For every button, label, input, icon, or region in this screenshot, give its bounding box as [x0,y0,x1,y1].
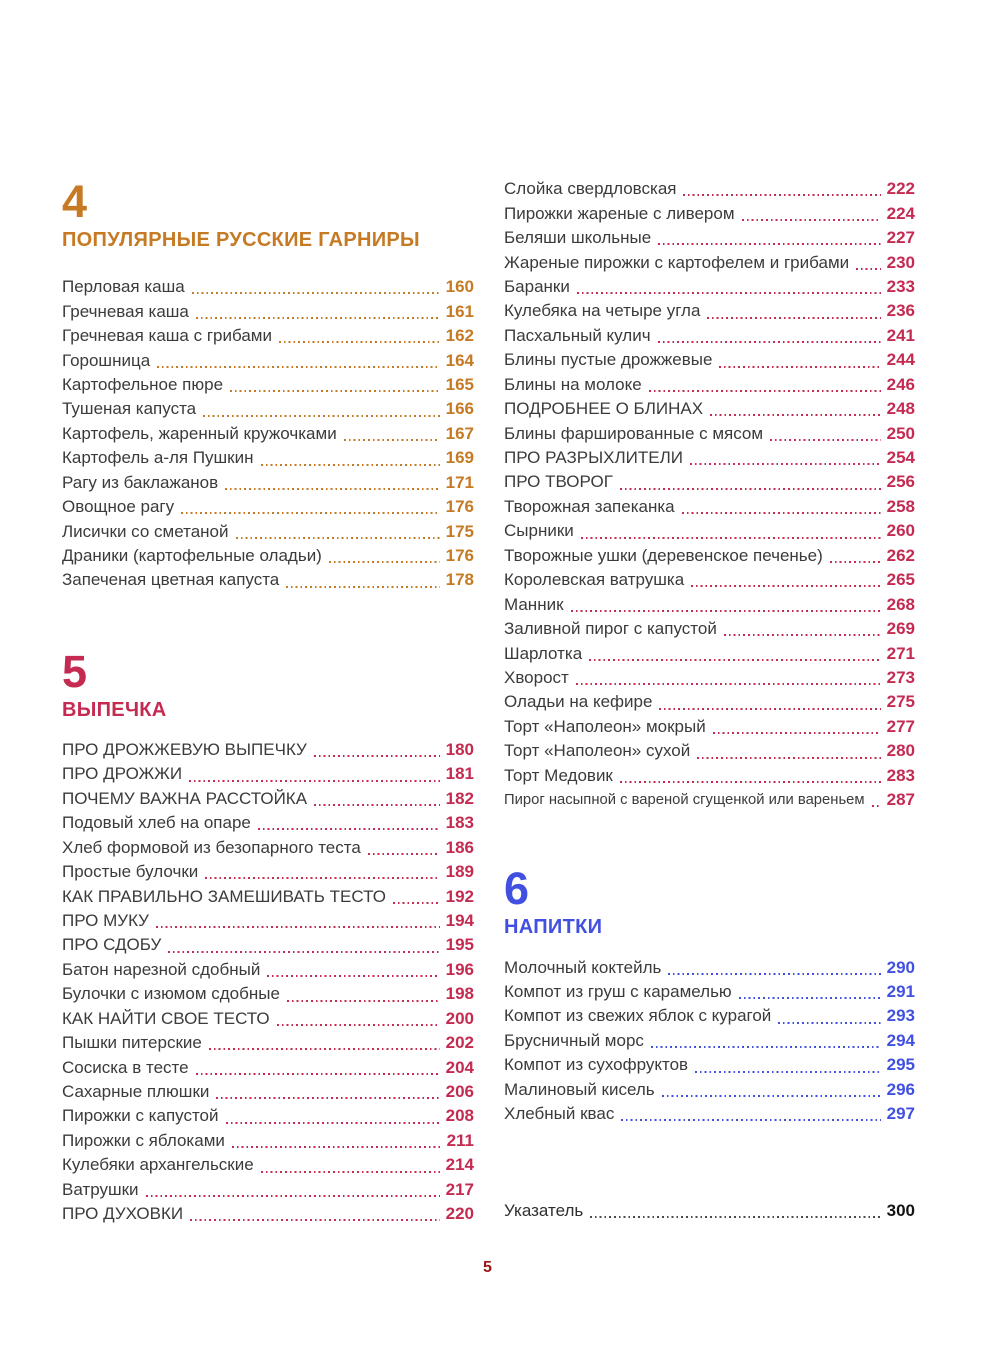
toc-item [504,568,915,592]
toc-item-label: Оладьи на кефире [504,692,653,712]
dot-leader [576,683,881,685]
toc-item-page: 283 [886,765,915,785]
toc-item-page: 202 [445,1033,474,1053]
toc-item [504,690,915,714]
toc-item-label: Заливной пирог с капустой [504,619,717,639]
section-drinks-list [504,955,915,1126]
toc-item [62,787,474,811]
toc-item [62,738,474,762]
dot-leader [267,975,439,977]
toc-item-label: Кулебяка на четыре угла [504,301,701,321]
toc-item [62,446,474,470]
toc-item-label: Пирожки с яблоками [62,1130,225,1150]
toc-item-label: Торт «Наполеон» сухой [504,741,691,761]
toc-item [504,715,915,739]
dot-leader [695,1071,881,1073]
toc-item-label: Блины пустые дрожжевые [504,350,713,370]
toc-item-label: Картофельное пюре [62,374,224,394]
toc-item-label: Сахарные плюшки [62,1082,210,1102]
section-baking-number: 5 [62,645,88,697]
dot-leader [209,1048,440,1050]
dot-leader [856,268,881,270]
dot-leader [682,512,881,514]
toc-item-page: 294 [886,1030,915,1050]
toc-item-label: Пасхальный кулич [504,325,651,345]
toc-item-label: Брусничный морс [504,1030,644,1050]
toc-item [504,177,915,201]
toc-item-label: ПОДРОБНЕЕ О БЛИНАХ [504,399,704,419]
toc-item-label: Пирог насыпной с вареной сгущенкой или вареньем [504,792,865,809]
toc-item-label: Гречневая каша [62,301,189,321]
toc-item [62,1153,474,1177]
dot-leader [778,1022,880,1024]
toc-item-label: Пирожки жареные с ливером [504,203,735,223]
dot-leader [314,804,440,806]
toc-item [504,980,915,1004]
toc-item [62,1055,474,1079]
toc-item-page: 287 [886,790,915,810]
dot-leader [329,561,440,563]
toc-item [62,909,474,933]
dot-leader [287,1000,440,1002]
toc-item-label: ПРО ДРОЖЖЕВУЮ ВЫПЕЧКУ [62,739,307,759]
toc-item-page: 195 [445,935,474,955]
toc-item [62,982,474,1006]
dot-leader [571,610,881,612]
toc-item [62,884,474,908]
dot-leader [258,828,440,830]
dot-leader [719,366,880,368]
toc-item-label: ПРО ТВОРОГ [504,472,613,492]
toc-item-page: 295 [886,1055,915,1075]
toc-item [62,1178,474,1202]
dot-leader [697,757,880,759]
toc-item [62,1007,474,1031]
dot-leader [770,439,881,441]
toc-item-page: 183 [445,813,474,833]
toc-item [504,739,915,763]
dot-leader [872,805,881,807]
section-garnish-list [62,275,474,593]
toc-item [62,1129,474,1153]
toc-item [62,495,474,519]
toc-item [504,275,915,299]
toc-item [62,811,474,835]
dot-leader [216,1097,439,1099]
dot-leader [344,439,440,441]
toc-item-page: 290 [886,957,915,977]
toc-item-label: Булочки с изюмом сдобные [62,984,280,1004]
dot-leader [659,708,880,710]
toc-item-label: Рагу из баклажанов [62,472,219,492]
toc-item [504,641,915,665]
toc-item [62,324,474,348]
dot-leader [620,781,881,783]
toc-item-page: 165 [445,374,474,394]
toc-item-page: 164 [445,350,474,370]
dot-leader [668,973,880,975]
toc-item [62,933,474,957]
toc-item [62,348,474,372]
toc-item-page: 161 [445,301,474,321]
toc-item-page: 192 [445,886,474,906]
toc-item-page: 171 [445,472,474,492]
toc-item-label: Тушеная капуста [62,399,197,419]
toc-item-page: 233 [886,276,915,296]
toc-item [62,568,474,592]
toc-item [504,764,915,788]
toc-item-page: 206 [445,1082,474,1102]
toc-item [504,446,915,470]
toc-item-page: 296 [886,1079,915,1099]
toc-item [62,1104,474,1128]
dot-leader [205,877,439,879]
toc-item-page: 169 [445,448,474,468]
toc-item-label: Драники (картофельные оладьи) [62,546,322,566]
toc-item [504,470,915,494]
toc-item-label: Лисички со сметаной [62,521,229,541]
dot-leader [279,341,440,343]
dot-leader [577,292,881,294]
toc-item-label: Жареные пирожки с картофелем и грибами [504,252,850,272]
toc-item [62,471,474,495]
dot-leader [393,902,440,904]
toc-item-label: Королевская ватрушка [504,570,685,590]
dot-leader [146,1195,440,1197]
toc-item-page: 248 [886,399,915,419]
toc-item [62,1202,474,1226]
dot-leader [710,414,881,416]
section-drinks [504,863,915,1126]
toc-item-label: Компот из свежих яблок с курагой [504,1006,772,1026]
toc-item-page: 254 [886,448,915,468]
toc-item-label: Блины на молоке [504,374,642,394]
toc-item [504,397,915,421]
toc-item-page: 186 [445,837,474,857]
toc-item-label: Пирожки с капустой [62,1106,219,1126]
dot-leader [261,464,440,466]
toc-item-label: Запеченая цветная капуста [62,570,280,590]
dot-leader [724,634,881,636]
dot-leader [226,1122,440,1124]
toc-item [504,666,915,690]
toc-item-page: 194 [445,910,474,930]
toc-item [62,397,474,421]
toc-item-page: 227 [886,228,915,248]
toc-item-page: 167 [445,423,474,443]
dot-leader [190,1219,440,1221]
dot-leader [277,1024,440,1026]
toc-item-page: 256 [886,472,915,492]
dot-leader [203,415,440,417]
dot-leader [196,317,440,319]
toc-item-label: Малиновый кисель [504,1079,655,1099]
section-baking-continued [504,177,915,812]
section-baking-list-right [504,177,915,812]
dot-leader [589,659,880,661]
index-entry-label: Указатель [504,1200,584,1220]
toc-item-label: Сосиска в тесте [62,1057,189,1077]
dot-leader [189,780,440,782]
dot-leader [620,488,881,490]
toc-item-page: 260 [886,521,915,541]
toc-item-page: 189 [445,862,474,882]
dot-leader [230,390,440,392]
toc-item-label: Подовый хлеб на опаре [62,813,251,833]
toc-item-page: 250 [886,423,915,443]
toc-item [504,421,915,445]
toc-item-page: 176 [445,546,474,566]
toc-item-page: 230 [886,252,915,272]
section-drinks-number: 6 [504,863,530,915]
dot-leader [590,1216,880,1218]
dot-leader [651,1046,881,1048]
toc-item [504,201,915,225]
toc-item-page: 196 [445,959,474,979]
toc-item-label: Торт «Наполеон» мокрый [504,716,706,736]
toc-item-label: КАК НАЙТИ СВОЕ ТЕСТО [62,1008,270,1028]
toc-item [62,835,474,859]
toc-item [62,762,474,786]
index-entry [504,1198,915,1222]
toc-item-page: 181 [445,764,474,784]
index-entry-page: 300 [886,1200,915,1220]
toc-item-page: 262 [886,545,915,565]
toc-item [504,1078,915,1102]
toc-item-page: 291 [886,982,915,1002]
toc-item [62,422,474,446]
dot-leader [314,755,440,757]
toc-item-page: 198 [445,984,474,1004]
toc-item-page: 162 [445,326,474,346]
toc-item-page: 175 [445,521,474,541]
toc-item-label: Батон нарезной сдобный [62,959,261,979]
toc-item [504,1004,915,1028]
toc-item-page: 273 [886,667,915,687]
dot-leader [649,390,881,392]
toc-item [62,544,474,568]
toc-item [504,955,915,979]
toc-item-page: 208 [445,1106,474,1126]
dot-leader [232,1146,441,1148]
dot-leader [658,341,881,343]
toc-item-label: ПРО СДОБУ [62,935,162,955]
toc-item-label: Горошница [62,350,151,370]
toc-item-label: Творожная запеканка [504,496,675,516]
dot-leader [168,951,439,953]
toc-item-label: Кулебяки архангельские [62,1155,254,1175]
toc-item-page: 166 [445,399,474,419]
toc-item-label: Овощное рагу [62,497,175,517]
dot-leader [739,997,881,999]
right-column [504,177,915,1223]
toc-item-page: 271 [886,643,915,663]
toc-item-label: Молочный коктейль [504,957,662,977]
toc-item [504,592,915,616]
dot-leader [690,463,881,465]
dot-leader [830,561,881,563]
section-baking-list-left [62,738,474,1227]
toc-item [504,519,915,543]
toc-item-label: Торт Медовик [504,765,613,785]
dot-leader [662,1095,881,1097]
toc-item-page: 182 [445,788,474,808]
dot-leader [368,853,440,855]
toc-item-page: 277 [886,716,915,736]
toc-item [504,544,915,568]
dot-leader [713,732,881,734]
dot-leader [181,512,439,514]
dot-leader [683,194,880,196]
toc-item [62,860,474,884]
toc-item [62,1080,474,1104]
toc-item-label: КАК ПРАВИЛЬНО ЗАМЕШИВАТЬ ТЕСТО [62,886,386,906]
toc-item-label: Манник [504,594,564,614]
toc-item-label: Блины фаршированные с мясом [504,423,764,443]
toc-item-page: 265 [886,570,915,590]
toc-item [504,1102,915,1126]
section-garnish [62,176,474,593]
toc-item-label: Картофель, жаренный кружочками [62,423,337,443]
toc-item-page: 176 [445,497,474,517]
toc-item [62,299,474,323]
toc-item [62,275,474,299]
section-baking [62,645,474,1227]
toc-item-page: 204 [445,1057,474,1077]
toc-item-label: ПРО ДУХОВКИ [62,1204,184,1224]
toc-item-label: Компот из сухофруктов [504,1055,689,1075]
toc-item-label: ПРО МУКУ [62,910,149,930]
toc-item-page: 258 [886,496,915,516]
toc-item-page: 224 [886,203,915,223]
dot-leader [707,317,880,319]
toc-item-label: Хлебный квас [504,1104,615,1124]
toc-item-label: ПОЧЕМУ ВАЖНА РАССТОЙКА [62,788,308,808]
section-garnish-title: ПОПУЛЯРНЫЕ РУССКИЕ ГАРНИРЫ [62,229,420,251]
left-column [62,176,474,1226]
dot-leader [621,1119,880,1121]
toc-item-page: 222 [886,179,915,199]
toc-item [62,958,474,982]
toc-item-page: 160 [445,277,474,297]
toc-item [504,299,915,323]
toc-item [504,324,915,348]
toc-item-label: Ватрушки [62,1179,139,1199]
dot-leader [236,537,440,539]
page-number: 5 [483,1259,492,1276]
dot-leader [192,292,440,294]
dot-leader [691,585,880,587]
toc-item-page: 211 [446,1130,474,1150]
toc-item-page: 275 [886,692,915,712]
toc-item-page: 180 [445,739,474,759]
toc-item-label: Гречневая каша с грибами [62,326,272,346]
section-baking-title: ВЫПЕЧКА [62,698,167,721]
toc-item [504,226,915,250]
toc-item-page: 214 [445,1155,474,1175]
toc-item-label: Беляши школьные [504,228,652,248]
toc-item [504,348,915,372]
toc-item-label: Хворост [504,667,569,687]
toc-item [62,519,474,543]
dot-leader [157,366,439,368]
toc-item-page: 268 [886,594,915,614]
toc-item-label: Шарлотка [504,643,583,663]
dot-leader [286,586,439,588]
toc-item-label: Картофель а-ля Пушкин [62,448,254,468]
section-drinks-title: НАПИТКИ [504,916,603,939]
dot-leader [225,488,439,490]
toc-item-page: 220 [445,1204,474,1224]
toc-item [504,495,915,519]
section-garnish-number: 4 [62,176,88,227]
dot-leader [581,537,881,539]
dot-leader [658,243,880,245]
toc-item [504,788,915,812]
toc-item-label: Творожные ушки (деревенское печенье) [504,545,823,565]
dot-leader [156,926,440,928]
toc-item-label: Пышки питерские [62,1033,202,1053]
toc-item-page: 293 [886,1006,915,1026]
toc-item-page: 178 [445,570,474,590]
toc-item-page: 241 [886,325,915,345]
toc-item-page: 200 [445,1008,474,1028]
toc-item [504,1053,915,1077]
toc-item-page: 280 [886,741,915,761]
toc-item-label: Сырники [504,521,574,541]
dot-leader [742,219,881,221]
dot-leader [196,1073,440,1075]
toc-item [504,250,915,274]
toc-item-label: Баранки [504,276,570,296]
toc-item-page: 297 [886,1104,915,1124]
toc-item-page: 246 [886,374,915,394]
toc-item [504,1029,915,1053]
toc-item-label: Компот из груш с карамелью [504,982,732,1002]
toc-item-page: 236 [886,301,915,321]
toc-item-label: ПРО ДРОЖЖИ [62,764,183,784]
dot-leader [261,1171,440,1173]
toc-item [62,373,474,397]
toc-item [62,1031,474,1055]
toc-item-label: Слойка свердловская [504,179,677,199]
toc-item [504,373,915,397]
toc-item-label: Простые булочки [62,862,199,882]
toc-item [504,617,915,641]
toc-item-page: 269 [886,619,915,639]
toc-item-page: 244 [886,350,915,370]
toc-item-label: ПРО РАЗРЫХЛИТЕЛИ [504,448,683,468]
toc-item-label: Перловая каша [62,277,185,297]
toc-item-page: 217 [445,1179,474,1199]
toc-item-label: Хлеб формовой из безопарного теста [62,837,361,857]
